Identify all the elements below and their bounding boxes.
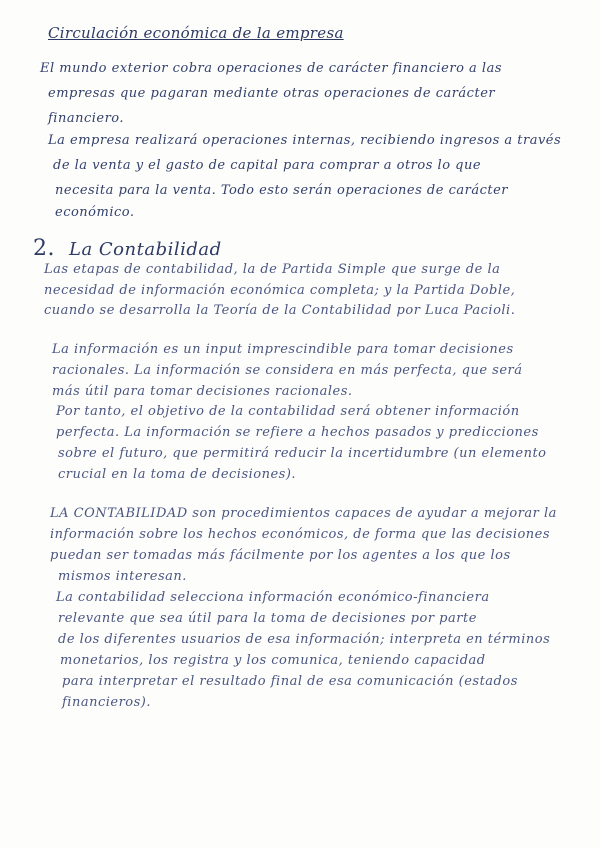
text-line: necesita para la venta. Todo esto serán operaciones de carácter bbox=[55, 183, 508, 198]
text-line: relevante que sea útil para la toma de decisiones por parte bbox=[58, 611, 477, 626]
text-line: puedan ser tomadas más fácilmente por los agentes a los que los bbox=[50, 548, 511, 563]
text-line: de los diferentes usuarios de esa información; interpreta en términos bbox=[58, 632, 551, 647]
section-number: 2. bbox=[33, 236, 55, 261]
text-line: perfecta. La información se refiere a hechos pasados y predicciones bbox=[56, 425, 539, 440]
text-line: económico. bbox=[55, 205, 135, 220]
text-line: para interpretar el resultado final de esa comunicación (estados bbox=[62, 674, 518, 689]
text-line: cuando se desarrolla la Teoría de la Contabilidad por Luca Pacioli. bbox=[44, 303, 516, 318]
text-line: crucial en la toma de decisiones). bbox=[58, 467, 297, 482]
text-line: La empresa realizará operaciones internas, recibiendo ingresos a través bbox=[48, 133, 562, 148]
text-line: información sobre los hechos económicos, de forma que las decisiones bbox=[50, 527, 551, 542]
text-line: LA CONTABILIDAD son procedimientos capaces de ayudar a mejorar la bbox=[50, 506, 557, 521]
text-line: Las etapas de contabilidad, la de Partida Simple que surge de la bbox=[44, 262, 501, 277]
text-line: necesidad de información económica completa; y la Partida Doble, bbox=[44, 283, 516, 298]
text-line: monetarios, los registra y los comunica, teniendo capacidad bbox=[60, 653, 486, 668]
text-line: financiero. bbox=[48, 111, 125, 126]
page-title: Circulación económica de la empresa bbox=[48, 24, 344, 42]
text-line: La contabilidad selecciona información económico-financiera bbox=[56, 590, 490, 605]
section-heading bbox=[33, 236, 222, 261]
text-line: de la venta y el gasto de capital para comprar a otros lo que bbox=[53, 158, 482, 173]
text-line: más útil para tomar decisiones racionales. bbox=[52, 384, 353, 399]
text-line: racionales. La información se considera en más perfecta, que será bbox=[52, 363, 523, 378]
text-line: sobre el futuro, que permitirá reducir la incertidumbre (un elemento bbox=[58, 446, 547, 461]
text-line: financieros). bbox=[62, 695, 152, 710]
text-line: mismos interesan. bbox=[58, 569, 187, 584]
section-heading-text: La Contabilidad bbox=[69, 239, 222, 260]
text-line: empresas que pagaran mediante otras operaciones de carácter bbox=[48, 86, 496, 101]
text-line: La información es un input imprescindible para tomar decisiones bbox=[52, 342, 514, 357]
text-line: El mundo exterior cobra operaciones de carácter financiero a las bbox=[40, 61, 503, 76]
text-line: Por tanto, el objetivo de la contabilidad será obtener información bbox=[56, 404, 520, 419]
